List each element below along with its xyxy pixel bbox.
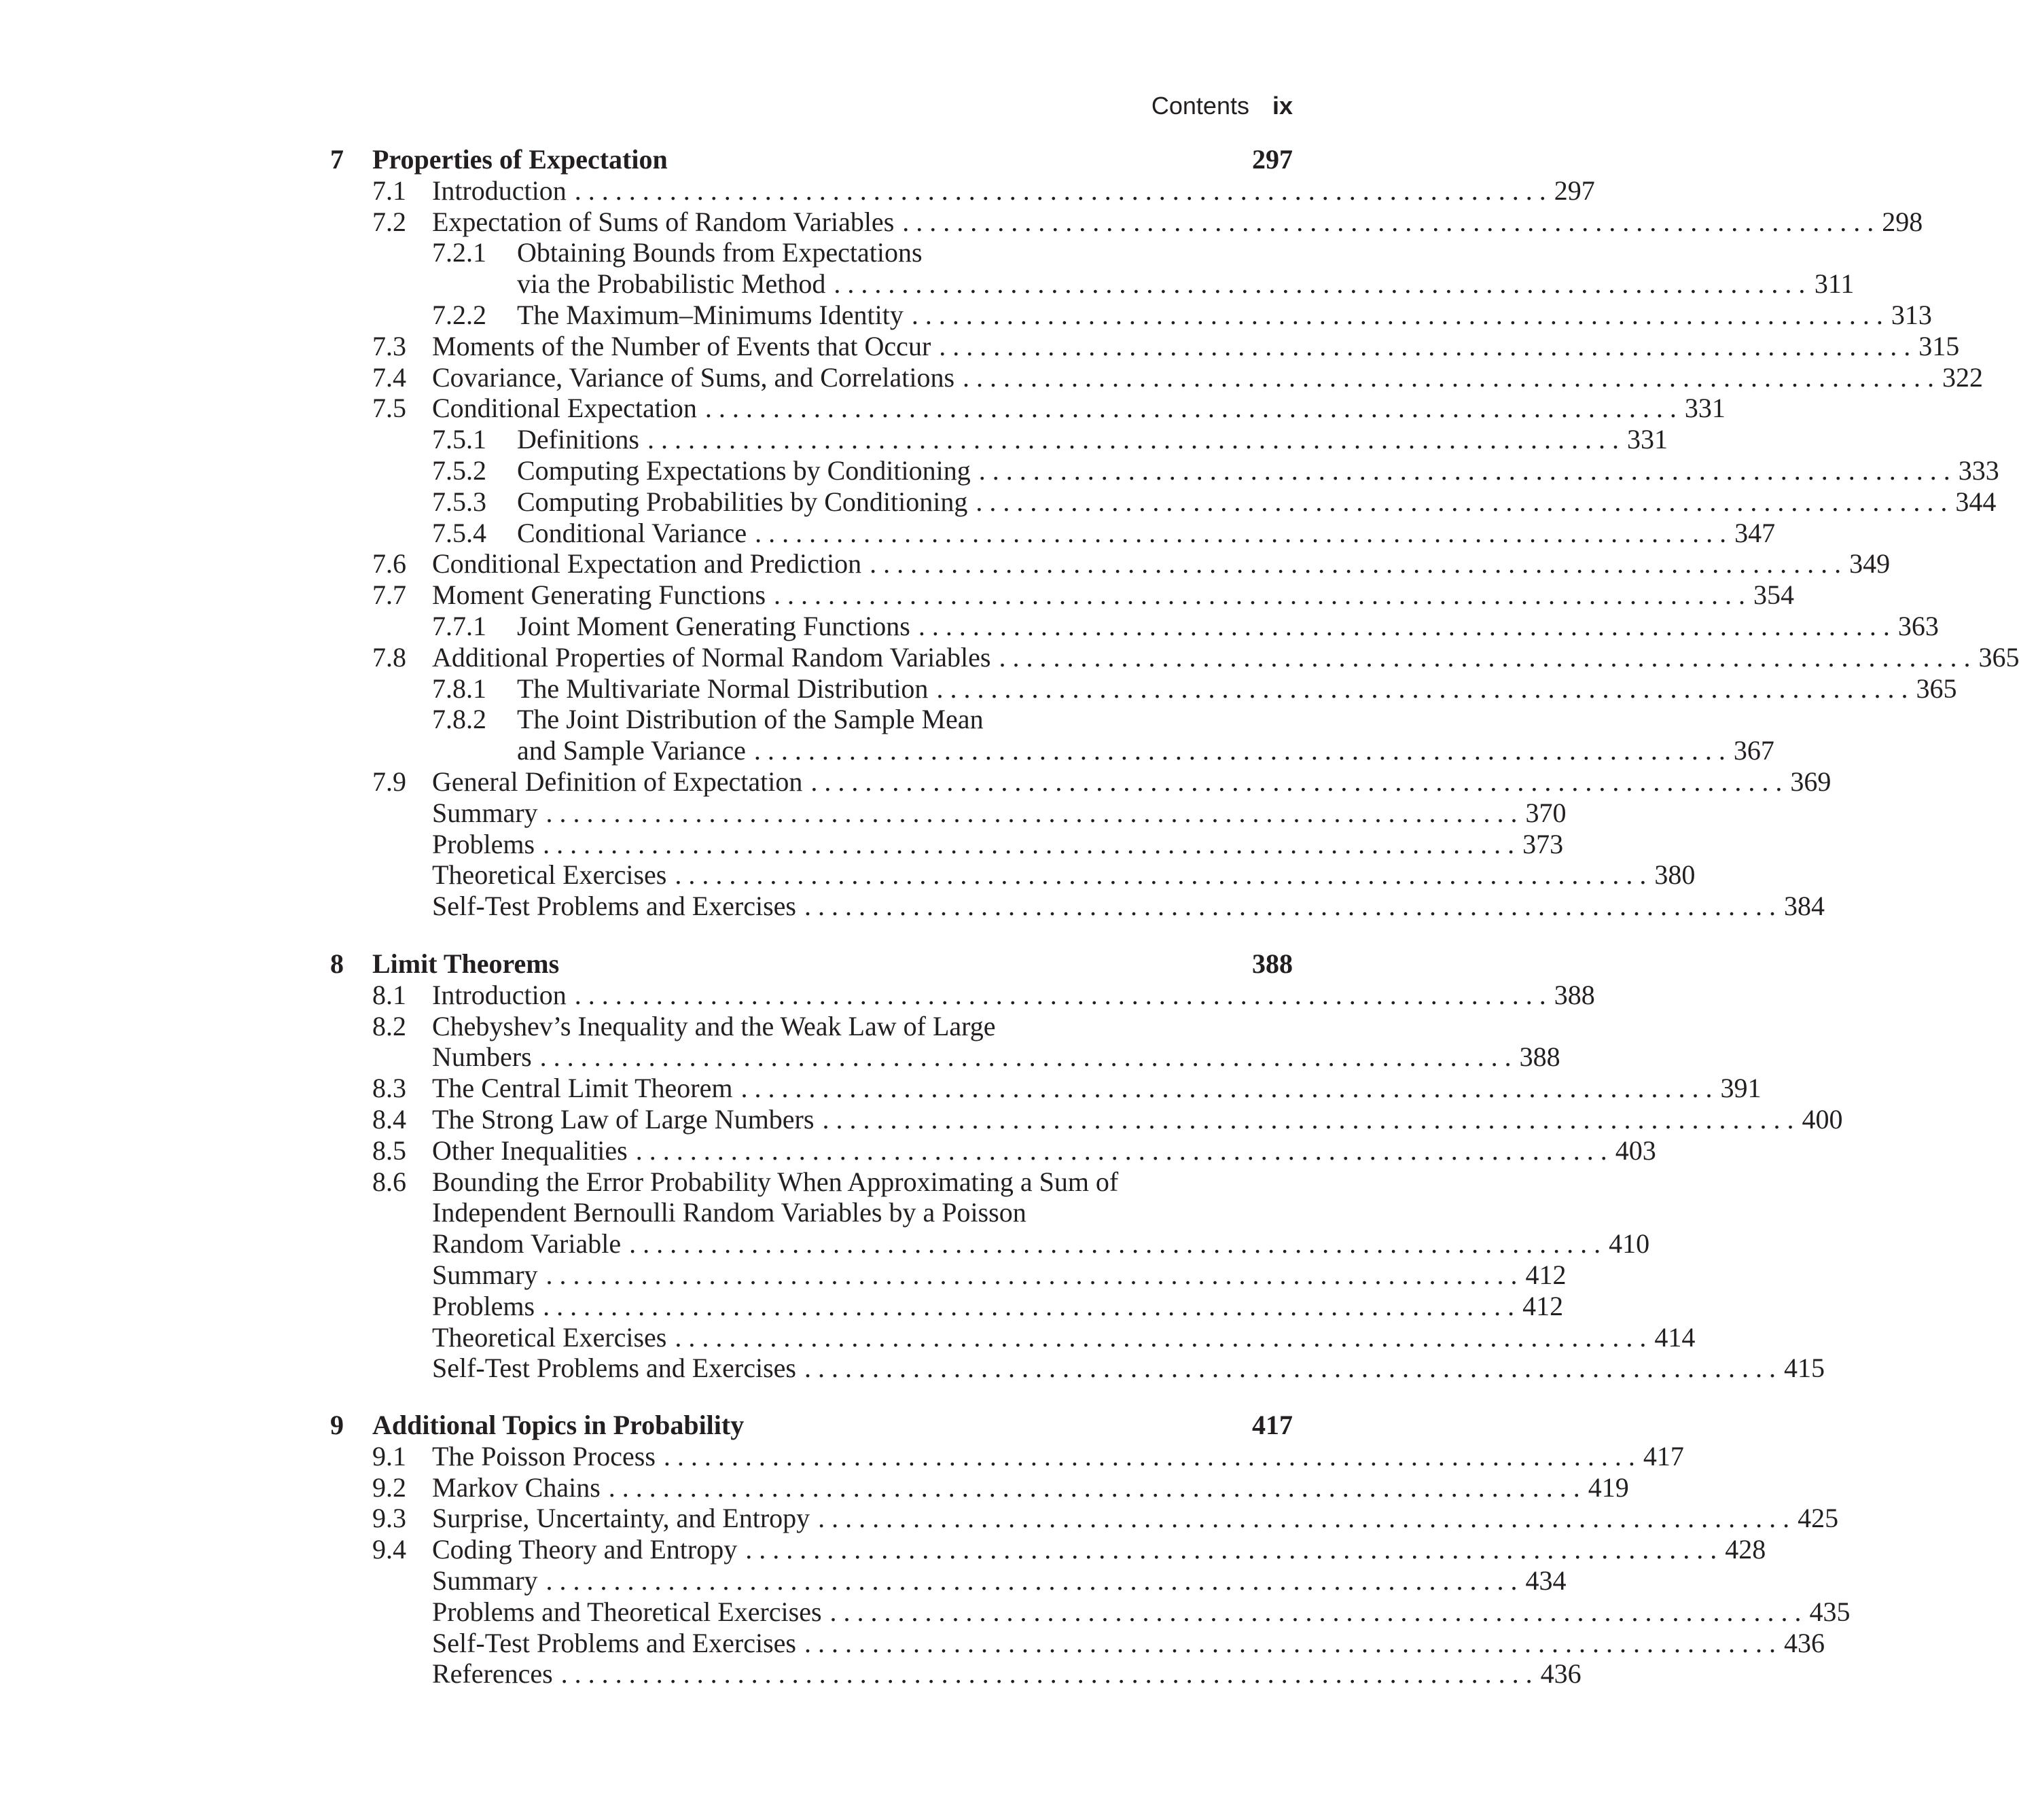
toc-entry-body — [517, 610, 1939, 642]
toc-entry-body — [432, 1627, 1825, 1659]
toc-entry-body — [432, 1440, 1684, 1472]
toc-entry-page-number: 388 — [1252, 948, 1293, 979]
toc-entry-page-number: 313 — [1891, 299, 1932, 330]
toc-entry-body — [432, 330, 1960, 362]
toc-entry-body — [517, 299, 1932, 331]
toc-entry-page-number: 331 — [1684, 393, 1726, 424]
dot-leader: . . . . . . . . . . . . . . . . . . . . . . . . . . . . . . . . . . . . . . . . . . . . . . . . . . . . . . . . . . . . . . . . . . . . . . . . — [675, 859, 1647, 891]
toc-entry-body — [432, 1353, 1825, 1384]
toc-entry-title: Expectation of Sums of Random Variables — [432, 206, 895, 237]
toc-entry-body — [517, 735, 1774, 766]
toc-entry — [330, 673, 1957, 704]
toc-entry-number: 7.8.2 — [432, 704, 486, 735]
toc-entry — [330, 641, 2019, 673]
toc-entry-title: Introduction — [432, 175, 567, 206]
toc-entry-body — [372, 948, 1293, 980]
toc-entry-page-number: 419 — [1588, 1471, 1629, 1503]
toc-entry-body — [432, 1321, 1696, 1353]
toc-entry-title: Additional Properties of Normal Random Variables — [432, 641, 991, 673]
dot-leader: . . . . . . . . . . . . . . . . . . . . . . . . . . . . . . . . . . . . . . . . . . . . . . . . . . . . . . . . . . . . . . . . . . . . . . . . — [574, 979, 1546, 1010]
toc-entry-title: Conditional Expectation and Prediction — [432, 548, 862, 579]
dot-leader: . . . . . . . . . . . . . . . . . . . . . . . . . . . . . . . . . . . . . . . . . . . . . . . . . . . . . . . . . . . . . . . . . . . . . . . . — [539, 1041, 1512, 1073]
toc-entry-page-number: 434 — [1525, 1565, 1567, 1596]
toc-entry-title: Additional Topics in Probability — [372, 1410, 745, 1440]
toc-entry-body — [517, 673, 1957, 704]
dot-leader: . . . . . . . . . . . . . . . . . . . . . . . . . . . . . . . . . . . . . . . . . . . . . . . . . . . . . . . . . . . . . . . . . . . . . . . . — [810, 766, 1783, 797]
toc-chapter-7 — [330, 144, 2019, 922]
toc-entry-page-number: 403 — [1615, 1135, 1656, 1166]
toc-entry-body — [432, 361, 1984, 393]
toc-entry — [330, 1135, 1656, 1166]
dot-leader: . . . . . . . . . . . . . . . . . . . . . . . . . . . . . . . . . . . . . . . . . . . . . . . . . . . . . . . . . . . . . . . . . . . . . . . . — [918, 610, 1890, 641]
toc-entry — [330, 486, 1997, 518]
toc-entry-number: 7.5.4 — [432, 517, 486, 548]
toc-entry-page-number: 373 — [1522, 828, 1564, 859]
toc-entry — [330, 1166, 1293, 1198]
toc-entry — [330, 1353, 1825, 1384]
toc-entry — [330, 1073, 1762, 1104]
toc-entry-number: 8.5 — [372, 1135, 406, 1166]
toc-entry-number: 7.8 — [372, 641, 406, 673]
toc-entry-page-number: 297 — [1554, 175, 1595, 206]
toc-entry-body — [432, 1011, 1293, 1042]
toc-entry-title: Independent Bernoulli Random Variables by a Poisson — [432, 1197, 1026, 1228]
toc-entry — [330, 1103, 1843, 1135]
toc-entry-body — [372, 144, 1293, 175]
toc-entry-page-number: 322 — [1942, 361, 1984, 393]
dot-leader: . . . . . . . . . . . . . . . . . . . . . . . . . . . . . . . . . . . . . . . . . . . . . . . . . . . . . . . . . . . . . . . . . . . . . . . . — [704, 393, 1677, 424]
toc-entry-page-number: 354 — [1753, 579, 1795, 611]
toc-entry-title: Conditional Expectation — [432, 393, 697, 424]
toc-entry-page-number: 384 — [1783, 891, 1825, 922]
toc-entry-page-number: 417 — [1643, 1440, 1684, 1471]
dot-leader: . . . . . . . . . . . . . . . . . . . . . . . . . . . . . . . . . . . . . . . . . . . . . . . . . . . . . . . . . . . . . . . . . . . . . . . . — [543, 828, 1515, 859]
toc-entry — [330, 610, 1939, 642]
toc-entry-title: Markov Chains — [432, 1471, 601, 1503]
toc-entry-title: Moment Generating Functions — [432, 579, 766, 611]
toc-entry-number: 7.2.2 — [432, 299, 486, 330]
toc-entry-page-number: 369 — [1790, 766, 1832, 797]
toc-entry-number: 7.8.1 — [432, 673, 486, 704]
toc-entry-page-number: 435 — [1809, 1596, 1851, 1627]
toc-entry-title: Conditional Variance — [517, 517, 747, 548]
toc-entry-number: 7.5.2 — [432, 454, 486, 486]
toc-entry-number: 9.3 — [372, 1503, 406, 1534]
toc-entry — [330, 859, 1696, 891]
toc-entry-body — [432, 891, 1825, 922]
dot-leader: . . . . . . . . . . . . . . . . . . . . . . . . . . . . . . . . . . . . . . . . . . . . . . . . . . . . . . . . . . . . . . . . . . . . . . . . — [574, 175, 1546, 206]
toc-entry-page-number: 400 — [1802, 1103, 1843, 1135]
toc-entry-number: 8.4 — [372, 1103, 406, 1135]
toc-entry-title: Random Variable — [432, 1228, 622, 1260]
toc-entry-page-number: 333 — [1958, 454, 1999, 486]
toc-entry-body — [432, 1534, 1766, 1565]
toc-entry — [330, 237, 1293, 268]
toc-entry — [330, 268, 1855, 300]
toc-entry-page-number: 365 — [1978, 641, 2019, 673]
running-head-page-number: ix — [1272, 92, 1293, 120]
toc-entry — [330, 828, 1564, 860]
toc-entry-page-number: 367 — [1733, 735, 1774, 766]
dot-leader: . . . . . . . . . . . . . . . . . . . . . . . . . . . . . . . . . . . . . . . . . . . . . . . . . . . . . . . . . . . . . . . . . . . . . . . . — [818, 1503, 1790, 1534]
toc-entry — [330, 548, 1891, 579]
toc-entry — [330, 1471, 1629, 1503]
toc-entry-body — [432, 979, 1595, 1011]
toc-entry — [330, 299, 1932, 331]
dot-leader: . . . . . . . . . . . . . . . . . . . . . . . . . . . . . . . . . . . . . . . . . . . . . . . . . . . . . . . . . . . . . . . . . . . . . . . . — [999, 641, 1971, 673]
dot-leader: . . . . . . . . . . . . . . . . . . . . . . . . . . . . . . . . . . . . . . . . . . . . . . . . . . . . . . . . . . . . . . . . . . . . . . . . — [911, 299, 1883, 330]
toc-entry-title: Moments of the Number of Events that Occur — [432, 330, 931, 361]
toc-entry-title: Limit Theorems — [372, 948, 560, 979]
toc-entry-body — [432, 175, 1595, 207]
toc-entry-page-number: 298 — [1882, 206, 1923, 237]
toc-entry-title: Definitions — [517, 424, 639, 455]
dot-leader: . . . . . . . . . . . . . . . . . . . . . . . . . . . . . . . . . . . . . . . . . . . . . . . . . . . . . . . . . . . . . . . . . . . . . . . . — [740, 1073, 1713, 1104]
toc-entry — [330, 891, 1825, 922]
toc-entry — [330, 735, 1774, 766]
toc-entry-title: Theoretical Exercises — [432, 859, 667, 891]
toc-entry-page-number: 380 — [1654, 859, 1696, 891]
toc-entry-body — [432, 1290, 1564, 1322]
toc-entry-page-number: 436 — [1540, 1658, 1582, 1690]
toc-entry-number: 8.3 — [372, 1073, 406, 1104]
toc-entry — [330, 797, 1567, 829]
toc-entry-title: The Multivariate Normal Distribution — [517, 673, 929, 704]
toc-entry — [330, 1041, 1560, 1073]
toc-entry — [330, 1565, 1567, 1596]
toc-entry-title: Covariance, Variance of Sums, and Correlations — [432, 361, 955, 393]
toc-entry-number: 9 — [330, 1410, 344, 1440]
toc-entry-page-number: 365 — [1916, 673, 1957, 704]
toc-entry-page-number: 388 — [1519, 1041, 1560, 1073]
toc-entry-title: The Joint Distribution of the Sample Mean — [517, 704, 984, 735]
toc-entry — [330, 766, 1832, 798]
toc-entry-title: Self-Test Problems and Exercises — [432, 1353, 796, 1384]
dot-leader: . . . . . . . . . . . . . . . . . . . . . . . . . . . . . . . . . . . . . . . . . . . . . . . . . . . . . . . . . . . . . . . . . . . . . . . . — [755, 517, 1727, 548]
toc-entry — [330, 454, 1999, 486]
toc-entry-body — [432, 797, 1567, 829]
toc-entry-number: 7.6 — [372, 548, 406, 579]
toc-entry-number: 8.1 — [372, 979, 406, 1010]
toc-entry-page-number: 412 — [1522, 1290, 1564, 1321]
dot-leader: . . . . . . . . . . . . . . . . . . . . . . . . . . . . . . . . . . . . . . . . . . . . . . . . . . . . . . . . . . . . . . . . . . . . . . . . — [939, 330, 1911, 361]
toc-entry-body — [432, 1503, 1839, 1534]
toc-entry — [330, 579, 1795, 611]
toc-entry-body — [432, 1041, 1560, 1073]
dot-leader: . . . . . . . . . . . . . . . . . . . . . . . . . . . . . . . . . . . . . . . . . . . . . . . . . . . . . . . . . . . . . . . . . . . . . . . . — [804, 1353, 1776, 1384]
dot-leader: . . . . . . . . . . . . . . . . . . . . . . . . . . . . . . . . . . . . . . . . . . . . . . . . . . . . . . . . . . . . . . . . . . . . . . . . — [774, 579, 1746, 611]
toc-entry-title: Summary — [432, 1259, 538, 1290]
toc-entry-page-number: 344 — [1955, 486, 1997, 517]
toc-entry-title: Theoretical Exercises — [432, 1321, 667, 1353]
dot-leader: . . . . . . . . . . . . . . . . . . . . . . . . . . . . . . . . . . . . . . . . . . . . . . . . . . . . . . . . . . . . . . . . . . . . . . . . — [629, 1228, 1601, 1260]
toc-entry — [330, 1503, 1839, 1534]
toc-entry-title: via the Probabilistic Method — [517, 268, 826, 300]
toc-entry — [330, 1011, 1293, 1042]
toc-entry-number: 7.7.1 — [432, 610, 486, 641]
toc-entry-title: The Maximum–Minimums Identity — [517, 299, 904, 330]
toc-entry-page-number: 349 — [1849, 548, 1891, 579]
toc-chapter-8 — [330, 948, 1843, 1384]
toc-entry-body — [432, 1228, 1650, 1260]
dot-leader: . . . . . . . . . . . . . . . . . . . . . . . . . . . . . . . . . . . . . . . . . . . . . . . . . . . . . . . . . . . . . . . . . . . . . . . . — [978, 454, 1950, 486]
toc-entry — [330, 1197, 1293, 1228]
toc-entry-page-number: 412 — [1525, 1259, 1567, 1290]
toc-entry-page-number: 315 — [1918, 330, 1960, 361]
toc-entry-title: Computing Expectations by Conditioning — [517, 454, 971, 486]
toc-chapter-heading — [330, 948, 1293, 980]
toc-entry-title: Problems — [432, 828, 535, 859]
toc-entry-page-number: 370 — [1525, 797, 1567, 828]
toc-entry-body — [517, 237, 1293, 268]
toc-entry-page-number: 410 — [1609, 1228, 1650, 1260]
toc-entry-page-number: 311 — [1814, 268, 1855, 300]
toc-entry-body — [517, 486, 1997, 518]
toc-entry-title: References — [432, 1658, 553, 1690]
toc-entry-title: Summary — [432, 797, 538, 828]
dot-leader: . . . . . . . . . . . . . . . . . . . . . . . . . . . . . . . . . . . . . . . . . . . . . . . . . . . . . . . . . . . . . . . . . . . . . . . . — [663, 1440, 1635, 1471]
toc-entry-body — [432, 393, 1726, 424]
toc-entry-page-number: 436 — [1783, 1627, 1825, 1658]
toc-entry-title: Joint Moment Generating Functions — [517, 610, 910, 641]
toc-entry-page-number: 347 — [1734, 517, 1776, 548]
dot-leader: . . . . . . . . . . . . . . . . . . . . . . . . . . . . . . . . . . . . . . . . . . . . . . . . . . . . . . . . . . . . . . . . . . . . . . . . — [834, 268, 1806, 300]
toc-entry — [330, 1534, 1766, 1565]
toc-entry — [330, 1290, 1564, 1322]
toc-entry-number: 7.9 — [372, 766, 406, 797]
toc-entry-page-number: 391 — [1720, 1073, 1762, 1104]
toc-entry-body — [432, 828, 1564, 860]
toc-entry-title: Numbers — [432, 1041, 532, 1073]
toc-entry-title: Problems and Theoretical Exercises — [432, 1596, 822, 1627]
toc-entry-title: General Definition of Expectation — [432, 766, 803, 797]
toc-entry-title: Problems — [432, 1290, 535, 1321]
toc-entry-page-number: 417 — [1252, 1410, 1293, 1440]
toc-entry-page-number: 297 — [1252, 144, 1293, 175]
toc-entry-page-number: 331 — [1626, 424, 1668, 455]
toc-entry-page-number: 428 — [1725, 1534, 1766, 1565]
toc-entry-page-number: 363 — [1897, 610, 1939, 641]
toc-entry — [330, 330, 1960, 362]
toc-entry-body — [517, 268, 1855, 300]
toc-entry-body — [432, 1471, 1629, 1503]
toc-entry-body — [432, 1565, 1567, 1596]
dot-leader: . . . . . . . . . . . . . . . . . . . . . . . . . . . . . . . . . . . . . . . . . . . . . . . . . . . . . . . . . . . . . . . . . . . . . . . . — [647, 424, 1619, 455]
toc-entry — [330, 175, 1595, 207]
dot-leader: . . . . . . . . . . . . . . . . . . . . . . . . . . . . . . . . . . . . . . . . . . . . . . . . . . . . . . . . . . . . . . . . . . . . . . . . — [804, 1627, 1776, 1658]
toc-entry-page-number: 425 — [1798, 1503, 1839, 1534]
toc-entry-number: 7.5.3 — [432, 486, 486, 517]
dot-leader: . . . . . . . . . . . . . . . . . . . . . . . . . . . . . . . . . . . . . . . . . . . . . . . . . . . . . . . . . . . . . . . . . . . . . . . . — [829, 1596, 1802, 1627]
toc-entry-number: 8.6 — [372, 1166, 406, 1197]
toc-entry-title: Properties of Expectation — [372, 144, 668, 175]
toc-entry-body — [432, 1259, 1567, 1291]
toc-entry-title: and Sample Variance — [517, 735, 746, 766]
dot-leader: . . . . . . . . . . . . . . . . . . . . . . . . . . . . . . . . . . . . . . . . . . . . . . . . . . . . . . . . . . . . . . . . . . . . . . . . — [635, 1135, 1607, 1166]
toc-entry-number: 7.5.1 — [432, 424, 486, 455]
toc-entry — [330, 424, 1668, 455]
toc-chapter-heading — [330, 144, 1293, 175]
dot-leader: . . . . . . . . . . . . . . . . . . . . . . . . . . . . . . . . . . . . . . . . . . . . . . . . . . . . . . . . . . . . . . . . . . . . . . . . — [963, 361, 1935, 393]
toc-entry — [330, 1658, 1582, 1690]
toc-entry-body — [432, 1596, 1851, 1628]
toc-entry-body — [432, 766, 1832, 798]
running-head-label: Contents — [1151, 92, 1249, 120]
toc-entry-body — [432, 579, 1795, 611]
dot-leader: . . . . . . . . . . . . . . . . . . . . . . . . . . . . . . . . . . . . . . . . . . . . . . . . . . . . . . . . . . . . . . . . . . . . . . . . — [804, 891, 1776, 922]
dot-leader: . . . . . . . . . . . . . . . . . . . . . . . . . . . . . . . . . . . . . . . . . . . . . . . . . . . . . . . . . . . . . . . . . . . . . . . . — [936, 673, 1908, 704]
toc-entry-body — [432, 548, 1891, 579]
toc-entry-title: Chebyshev’s Inequality and the Weak Law of Large — [432, 1010, 996, 1041]
toc-entry-body — [372, 1410, 1293, 1441]
toc-entry — [330, 704, 1293, 735]
toc-entry-body — [432, 1197, 1293, 1228]
toc-entry-body — [432, 1658, 1582, 1690]
dot-leader: . . . . . . . . . . . . . . . . . . . . . . . . . . . . . . . . . . . . . . . . . . . . . . . . . . . . . . . . . . . . . . . . . . . . . . . . — [822, 1103, 1794, 1135]
toc-entry-title: The Central Limit Theorem — [432, 1073, 733, 1104]
toc-entry-body — [517, 454, 1999, 486]
dot-leader: . . . . . . . . . . . . . . . . . . . . . . . . . . . . . . . . . . . . . . . . . . . . . . . . . . . . . . . . . . . . . . . . . . . . . . . . — [753, 735, 1726, 766]
running-head — [1151, 87, 1293, 125]
toc-entry-title: Coding Theory and Entropy — [432, 1534, 738, 1565]
dot-leader: . . . . . . . . . . . . . . . . . . . . . . . . . . . . . . . . . . . . . . . . . . . . . . . . . . . . . . . . . . . . . . . . . . . . . . . . — [675, 1321, 1647, 1353]
toc-entry — [330, 1259, 1567, 1291]
toc-entry — [330, 1596, 1851, 1628]
toc-entry-body — [517, 424, 1668, 455]
toc-entry-title: The Poisson Process — [432, 1440, 656, 1471]
dot-leader: . . . . . . . . . . . . . . . . . . . . . . . . . . . . . . . . . . . . . . . . . . . . . . . . . . . . . . . . . . . . . . . . . . . . . . . . — [546, 797, 1518, 828]
dot-leader: . . . . . . . . . . . . . . . . . . . . . . . . . . . . . . . . . . . . . . . . . . . . . . . . . . . . . . . . . . . . . . . . . . . . . . . . — [976, 486, 1948, 517]
toc-entry-title: Introduction — [432, 979, 567, 1010]
toc-entry-number: 7.3 — [372, 330, 406, 361]
toc-chapter-heading — [330, 1410, 1293, 1441]
dot-leader: . . . . . . . . . . . . . . . . . . . . . . . . . . . . . . . . . . . . . . . . . . . . . . . . . . . . . . . . . . . . . . . . . . . . . . . . — [870, 548, 1842, 579]
toc-entry-title: Obtaining Bounds from Expectations — [517, 237, 923, 268]
toc-entry-number: 9.2 — [372, 1471, 406, 1503]
toc-entry-title: Other Inequalities — [432, 1135, 628, 1166]
toc-entry — [330, 979, 1595, 1011]
toc-entry-page-number: 388 — [1554, 979, 1595, 1010]
dot-leader: . . . . . . . . . . . . . . . . . . . . . . . . . . . . . . . . . . . . . . . . . . . . . . . . . . . . . . . . . . . . . . . . . . . . . . . . — [608, 1471, 1580, 1503]
dot-leader: . . . . . . . . . . . . . . . . . . . . . . . . . . . . . . . . . . . . . . . . . . . . . . . . . . . . . . . . . . . . . . . . . . . . . . . . — [543, 1290, 1515, 1321]
dot-leader: . . . . . . . . . . . . . . . . . . . . . . . . . . . . . . . . . . . . . . . . . . . . . . . . . . . . . . . . . . . . . . . . . . . . . . . . — [902, 206, 1874, 237]
toc-entry — [330, 393, 1726, 424]
toc-entry — [330, 1627, 1825, 1659]
toc-entry-body — [432, 859, 1696, 891]
toc-entry-number: 7.1 — [372, 175, 406, 206]
toc-entry-body — [432, 1166, 1293, 1198]
toc-entry-page-number: 415 — [1783, 1353, 1825, 1384]
toc-entry-body — [432, 206, 1923, 238]
toc-entry-number: 7.2.1 — [432, 237, 486, 268]
toc-entry-number: 8 — [330, 948, 344, 979]
dot-leader: . . . . . . . . . . . . . . . . . . . . . . . . . . . . . . . . . . . . . . . . . . . . . . . . . . . . . . . . . . . . . . . . . . . . . . . . — [546, 1565, 1518, 1596]
toc-entry — [330, 361, 1984, 393]
toc-entry-number: 7.4 — [372, 361, 406, 393]
toc-entry — [330, 517, 1776, 549]
toc-entry-title: Summary — [432, 1565, 538, 1596]
toc-entry-number: 7.5 — [372, 393, 406, 424]
toc-entry-body — [432, 1103, 1843, 1135]
toc-entry — [330, 1440, 1684, 1472]
dot-leader: . . . . . . . . . . . . . . . . . . . . . . . . . . . . . . . . . . . . . . . . . . . . . . . . . . . . . . . . . . . . . . . . . . . . . . . . — [546, 1259, 1518, 1290]
toc-entry-number: 7.7 — [372, 579, 406, 611]
toc-entry-page-number: 414 — [1654, 1321, 1696, 1353]
toc-entry-number: 7 — [330, 144, 344, 175]
toc-entry — [330, 206, 1923, 238]
toc-entry-body — [432, 1073, 1762, 1104]
dot-leader: . . . . . . . . . . . . . . . . . . . . . . . . . . . . . . . . . . . . . . . . . . . . . . . . . . . . . . . . . . . . . . . . . . . . . . . . — [745, 1534, 1717, 1565]
toc-entry-body — [517, 517, 1776, 549]
toc-entry-body — [432, 1135, 1656, 1166]
dot-leader: . . . . . . . . . . . . . . . . . . . . . . . . . . . . . . . . . . . . . . . . . . . . . . . . . . . . . . . . . . . . . . . . . . . . . . . . — [560, 1658, 1533, 1690]
toc-entry-number: 8.2 — [372, 1010, 406, 1041]
toc-entry-title: Self-Test Problems and Exercises — [432, 891, 796, 922]
toc-entry-title: Self-Test Problems and Exercises — [432, 1627, 796, 1658]
toc-entry-body — [517, 704, 1293, 735]
toc-entry-title: The Strong Law of Large Numbers — [432, 1103, 815, 1135]
toc-entry — [330, 1321, 1696, 1353]
toc-entry-title: Surprise, Uncertainty, and Entropy — [432, 1503, 810, 1534]
toc-entry-number: 9.4 — [372, 1534, 406, 1565]
toc-entry-body — [432, 641, 2019, 673]
toc-entry-number: 7.2 — [372, 206, 406, 237]
toc-entry-title: Computing Probabilities by Conditioning — [517, 486, 968, 517]
toc-entry-title: Bounding the Error Probability When Approximating a Sum of — [432, 1166, 1119, 1197]
toc-entry-number: 9.1 — [372, 1440, 406, 1471]
toc-entry — [330, 1228, 1650, 1260]
toc-chapter-9 — [330, 1410, 1851, 1690]
